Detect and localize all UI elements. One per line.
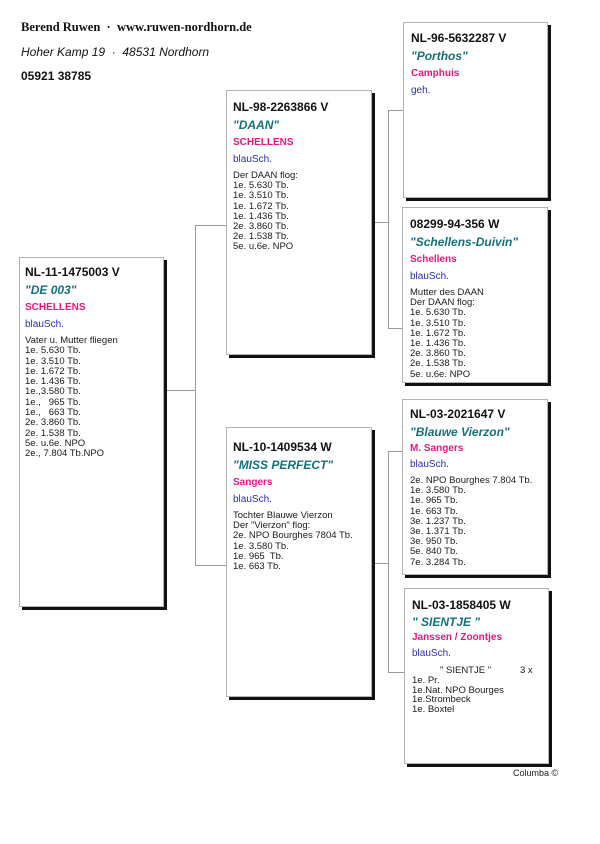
connector-line [195,225,196,566]
pigeon-name: " SIENTJE " [412,615,481,629]
owner-name: Berend Ruwen [21,20,101,34]
performance-line: 5e. u.6e. NPO [233,241,294,253]
performance-list [410,476,547,568]
breeder-name: SCHELLENS [25,302,86,313]
performance-line: 2e. NPO Bourghes 7804 Tb. [233,530,353,542]
website-text: www.ruwen-nordhorn.de [116,20,252,34]
performance-line: 1e.Nat. NPO Bourges [412,684,504,696]
footer-credit: Columba © [513,768,559,778]
connector-line [388,110,389,329]
phone-number: 05921 38785 [21,69,92,83]
pigeon-card-dam-sire [402,399,548,575]
performance-line: 1e. 3.510 Tb. [233,190,289,202]
connector-line [388,328,402,329]
performance-line: 1e., 663 Tb. [25,407,81,419]
performance-line: 7e. 3.284 Tb. [410,556,466,568]
breeder-name: Schellens [410,254,457,265]
pigeon-name: "Porthos" [411,49,468,63]
performance-line: 1e. 1.672 Tb. [233,200,289,212]
color-note: blauSch. [412,648,451,659]
performance-line: 2e., 7.804 Tb.NPO [25,448,105,460]
connector-line [195,565,226,566]
performance-line: 2e. 3.860 Tb. [233,221,289,233]
header-separator: · [106,20,111,34]
performance-line: 1e. 1.672 Tb. [25,365,81,377]
connector-line [195,225,226,226]
pigeon-card-sire-sire [403,22,548,198]
breeder-header [21,19,252,35]
pigeon-card-sire [226,90,372,355]
performance-line: 1e.Strombeck [412,694,471,706]
summary-name: " SIENTJE " [440,665,492,676]
performance-list [233,511,371,572]
connector-line [388,451,402,452]
pigeon-card-dam-dam [404,588,549,764]
performance-line: 1e. 1.436 Tb. [25,376,81,388]
performance-line: 5e. u.6e. NPO [410,368,471,380]
performance-list [410,288,547,380]
breeder-name: SCHELLENS [233,137,294,148]
breeder-name: M. Sangers [410,443,464,454]
performance-line: 1e. 3.580 Tb. [410,485,466,497]
pigeon-name: "MISS PERFECT" [233,458,334,472]
performance-line: 5e. u.6e. NPO [25,437,86,449]
performance-line: Tochter Blauwe Vierzon [233,510,333,521]
color-note: blauSch. [233,154,272,165]
connector-line [164,390,195,391]
connector-line [375,563,388,564]
breeder-name: Janssen / Zoontjes [412,632,503,643]
ring-number: NL-11-1475003 V [25,265,120,279]
performance-line: 1e. 1.672 Tb. [410,327,466,339]
performance-line: 1e. 663 Tb. [233,561,281,573]
ring-number: NL-03-2021647 V [410,407,506,421]
performance-line: 2e. 3.860 Tb. [25,417,81,429]
breeder-name: Sangers [233,477,273,488]
color-note: blauSch. [410,271,449,282]
breeder-name: Camphuis [411,68,460,79]
performance-line: 1e. 965 Tb. [410,495,458,507]
color-note: blauSch. [233,494,272,505]
performance-line: 2e. 3.860 Tb. [410,348,466,360]
pigeon-name: "DAAN" [233,118,280,132]
pigeon-name: "Schellens-Duivin" [410,235,519,249]
pigeon-card-sire-dam [402,207,548,383]
performance-line: 1e. 3.580 Tb. [233,540,289,552]
color-note: geh. [411,85,431,96]
performance-line: 2e. 1.538 Tb. [410,358,466,370]
performance-line: 5e. 840 Tb. [410,546,458,558]
performance-line: 3e. 1.237 Tb. [410,515,466,527]
performance-line: 1e. 5.630 Tb. [410,307,466,319]
performance-list [25,336,163,460]
pigeon-name: "DE 003" [25,283,77,297]
connector-line [388,110,403,111]
ring-number: NL-96-5632287 V [411,31,507,45]
performance-list [412,666,548,715]
performance-list [233,171,371,253]
performance-line: 1e. Pr. [412,675,440,687]
connector-line [388,672,404,673]
performance-line: 1e. Boxtel [412,703,455,715]
performance-line: 1e. 5.630 Tb. [233,180,289,192]
performance-line: 3e. 1.371 Tb. [410,526,466,538]
performance-line: 1e. 3.510 Tb. [25,355,81,367]
pigeon-card-subject [19,257,164,607]
connector-line [388,451,389,673]
performance-line: 2e. NPO Bourghes 7.804 Tb. [410,475,533,486]
performance-line: Der "Vierzon" flog: [233,520,311,532]
performance-line: Der DAAN flog: [233,170,298,181]
ring-number: 08299-94-356 W [410,217,500,231]
color-note: blauSch. [25,319,64,330]
ring-number: NL-98-2263866 V [233,100,329,114]
ring-number: NL-03-1858405 W [412,598,511,612]
performance-line: Der DAAN flog: [410,297,475,309]
connector-line [375,222,388,223]
summary-row [412,666,548,676]
pigeon-card-dam [226,427,372,697]
performance-line: 1e. 5.630 Tb. [25,345,81,357]
performance-line: 1e. 1.436 Tb. [410,338,466,350]
performance-line: Vater u. Mutter fliegen [25,335,118,346]
performance-line: 1e. 663 Tb. [410,505,458,517]
performance-line: 2e. 1.538 Tb. [233,231,289,243]
performance-line: 2e. 1.538 Tb. [25,427,81,439]
performance-line: Mutter des DAAN [410,287,484,298]
performance-line: 1e., 965 Tb. [25,396,81,408]
summary-count: 3 x [520,665,533,676]
performance-line: 1e. 1.436 Tb. [233,210,289,222]
color-note: blauSch. [410,459,449,470]
address-line: Hoher Kamp 19 · 48531 Nordhorn [21,45,210,59]
ring-number: NL-10-1409534 W [233,440,332,454]
performance-line: 1e.,3.580 Tb. [25,386,81,398]
performance-line: 1e. 965 Tb. [233,550,284,562]
performance-line: 3e. 950 Tb. [410,536,458,548]
performance-line: 1e. 3.510 Tb. [410,317,466,329]
pigeon-name: "Blauwe Vierzon" [410,425,510,439]
